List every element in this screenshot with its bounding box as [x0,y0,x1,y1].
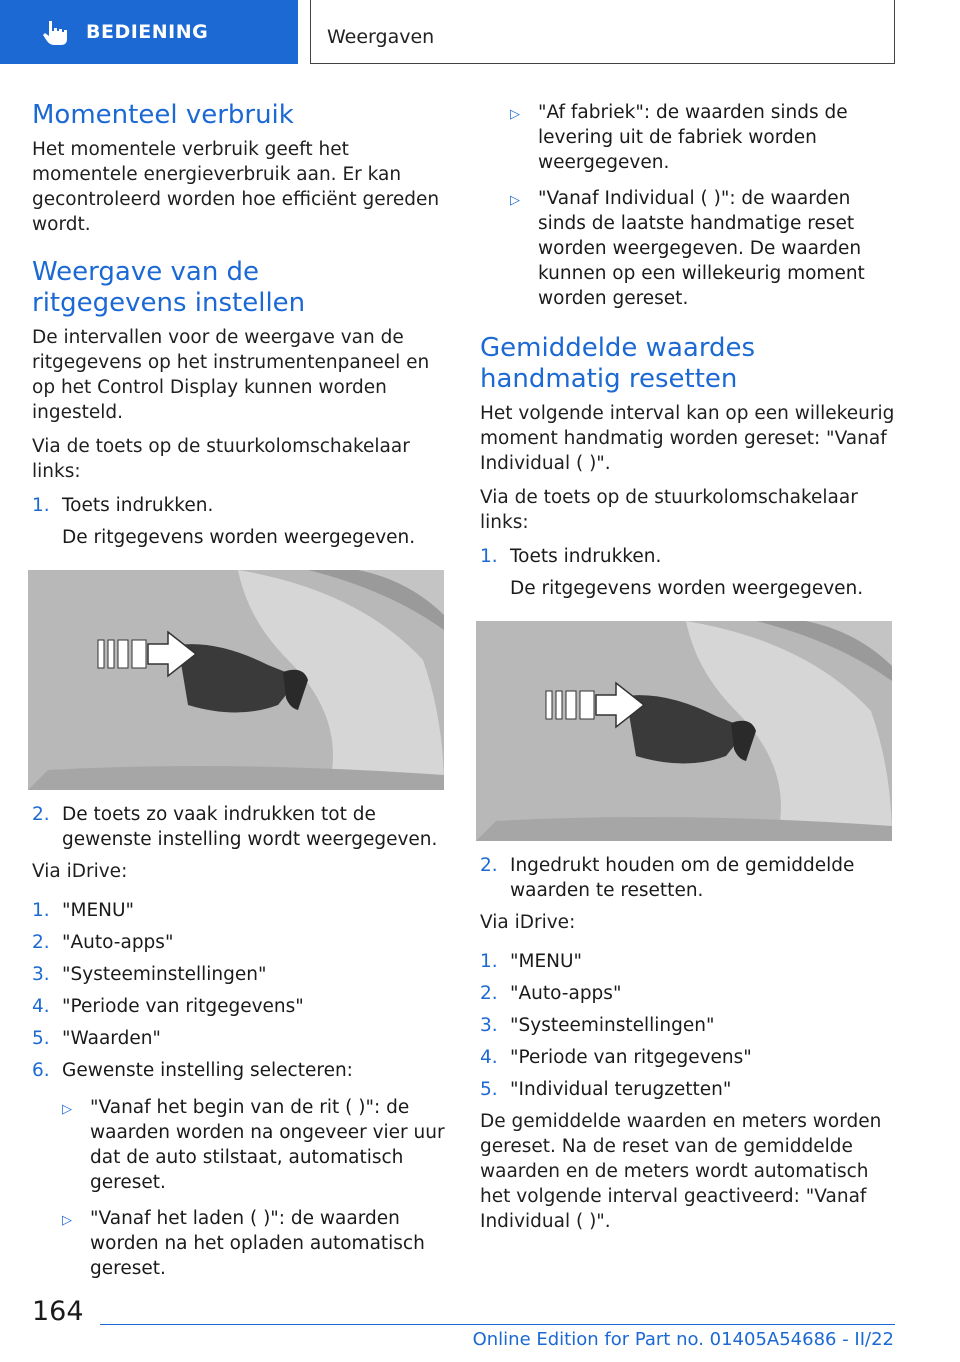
list-item: 4. "Periode van ritgegevens" [480,1047,752,1068]
paragraph: Via iDrive: [480,912,576,933]
paragraph: Via iDrive: [32,861,128,882]
hand-pointer-icon [38,15,72,49]
left-column [32,100,448,1292]
list-item: 1. Toets indrukken. [32,495,214,516]
bullet-item: ▷ "Vanaf Individual ( )": de waarden sinds de laatste handmatige reset worden weergegeven. De waarden kunnen op een willekeurig moment worden gereset. [510,188,865,309]
list-item: 5. "Waarden" [32,1028,161,1049]
steering-column-lever-photo [476,621,892,841]
steering-column-lever-photo [28,570,444,790]
paragraph: De gemiddelde waarden en meters worden gereset. Na de reset van de gemiddelde waarden en de meters wordt automatisch het volgende interval geactiveerd: "Vanaf Individual ( )". [480,1111,882,1232]
list-item: 2. "Auto-apps" [32,932,174,953]
section-tab[interactable] [0,0,298,64]
list-item: 1. Toets indrukken. [480,546,662,567]
heading-current-consumption: Momenteel verbruik [32,100,294,130]
paragraph: Het momentele verbruik geeft het momentele energieverbruik aan. Er kan gecontroleerd worden hoe efficiënt gereden wordt. [32,139,440,235]
list-item: 2. De toets zo vaak indrukken tot de gewenste instelling wordt weergegeven. [32,804,438,850]
edition-footer: Online Edition for Part no. 01405A54686 - II/22 [472,1329,894,1350]
list-item: 5. "Individual terugzetten" [480,1079,732,1100]
paragraph: Via de toets op de stuurkolomschakelaar links: [480,487,858,533]
list-item: 6. Gewenste instelling selecteren: [32,1060,353,1081]
triangle-right-icon: ▷ [510,193,520,208]
list-item: 1. "MENU" [480,951,583,972]
right-column [480,100,900,1243]
list-item: 3. "Systeeminstellingen" [480,1015,715,1036]
paragraph: De intervallen voor de weergave van de ritgegevens op het instrumentenpaneel en op het Control Display kunnen worden ingesteld. [32,327,430,423]
page-number: 164 [32,1296,84,1327]
section-title: BEDIENING [86,21,209,43]
list-item: 1. "MENU" [32,900,135,921]
heading-reset-averages: Gemiddelde waardes handmatig resetten [480,333,756,394]
triangle-right-icon: ▷ [510,107,520,122]
chapter-header [310,0,895,64]
heading-trip-data-display: Weergave van de ritgegevens instellen [32,257,306,318]
bullet-item: ▷ "Vanaf het laden ( )": de waarden worden na het opladen automatisch gereset. [62,1208,425,1279]
list-item: 3. "Systeeminstellingen" [32,964,267,985]
list-item: 4. "Periode van ritgegevens" [32,996,304,1017]
list-item: 2. "Auto-apps" [480,983,622,1004]
bullet-item: ▷ "Vanaf het begin van de rit ( )": de waarden worden na ongeveer vier uur dat de auto stilstaat, automatisch gereset. [62,1097,445,1193]
footer-divider [100,1324,895,1325]
chapter-title: Weergaven [327,26,435,48]
bullet-item: ▷ "Af fabriek": de waarden sinds de levering uit de fabriek worden weergegeven. [510,102,848,173]
step-note: De ritgegevens worden weergegeven. [510,578,864,599]
paragraph: Via de toets op de stuurkolomschakelaar links: [32,436,410,482]
triangle-right-icon: ▷ [62,1102,72,1117]
paragraph: Het volgende interval kan op een willekeurig moment handmatig worden gereset: "Vanaf Individual ( )". [480,403,895,474]
triangle-right-icon: ▷ [62,1213,72,1228]
list-item: 2. Ingedrukt houden om de gemiddelde waarden te resetten. [480,855,855,901]
step-note: De ritgegevens worden weergegeven. [62,527,416,548]
